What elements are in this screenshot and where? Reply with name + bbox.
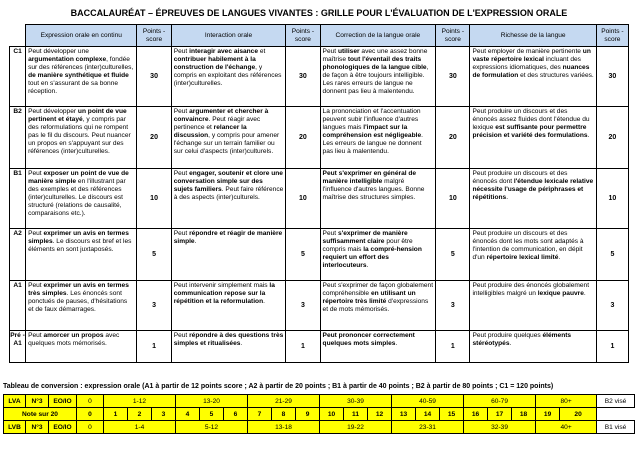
conversion-title: Tableau de conversion : expression orale (A1 à partir de 12 points score ; A2 à partir de 20 points ; B1 à partir de 40 points ; B2 à partir de 80 points ; C1 = 120 points) <box>3 383 554 390</box>
note-value: 9 <box>296 408 320 421</box>
descriptor-continu: Peut exprimer un avis en termes simples. Le discours est bref et les éléments en sont juxtaposés. <box>26 229 137 281</box>
descriptor-richesse: Peut produire quelques éléments stéréotypés. <box>470 331 596 363</box>
points-richesse: 10 <box>596 169 628 229</box>
descriptor-continu: Peut développer une argumentation complexe, fondée sur des références (inter)culturelles, de manière synthétique et fluide tout en s'assurant de sa bonne réception. <box>26 47 137 107</box>
descriptor-continu: Peut exposer un point de vue de manière simple en l'illustrant par des exemples et des références (inter)culturelles. Le discours est structuré (relations de causalité, comparaisons etc.). <box>26 169 137 229</box>
lva-row-range: 13-20 <box>176 395 248 408</box>
grid-row-b1 <box>10 169 629 229</box>
note-value: 6 <box>224 408 248 421</box>
grid-row-a2 <box>10 229 629 281</box>
points-richesse: 20 <box>596 107 628 169</box>
header-continu: Expression orale en continu <box>26 25 137 47</box>
descriptor-continu: Peut développer un point de vue pertinent et étayé, y compris par des reformulations qui ne rompent pas le fil du discours. Peut nuancer un propos en s'appuyant sur des références (inter)culturelles. <box>26 107 137 169</box>
lvb-row-range: 13-18 <box>248 421 320 434</box>
points-correction: 10 <box>436 169 470 229</box>
grid-row-pré-a1 <box>10 331 629 363</box>
descriptor-richesse: Peut produire un discours et des énoncés dont l'étendue lexicale relative nécessite l'usage de périphrases et répétitions. <box>470 169 596 229</box>
lva-row-range: 0 <box>77 395 104 408</box>
note-value: 10 <box>320 408 344 421</box>
lva-row-target: B2 visé <box>597 395 635 408</box>
note-value: 14 <box>416 408 440 421</box>
corner-cell <box>10 25 26 47</box>
points-richesse: 5 <box>596 229 628 281</box>
lva-row-range: 21-29 <box>248 395 320 408</box>
lvb-row <box>4 421 635 434</box>
points-continu: 30 <box>137 47 171 107</box>
descriptor-richesse: Peut produire des énoncés globalement intelligibles malgré un lexique pauvre. <box>470 281 596 331</box>
header-points-1: Points -score <box>137 25 171 47</box>
points-continu: 3 <box>137 281 171 331</box>
lvb-row-range: 40+ <box>536 421 597 434</box>
descriptor-continu: Peut exprimer un avis en termes très simples. Les énoncés sont ponctués de pauses, d'hésitations et de faux démarrages. <box>26 281 137 331</box>
level-label: A1 <box>10 281 26 331</box>
level-label: A2 <box>10 229 26 281</box>
lvb-row-range: 32-39 <box>464 421 536 434</box>
descriptor-interaction: Peut répondre à des questions très simples et ritualisées. <box>171 331 286 363</box>
points-correction: 20 <box>436 107 470 169</box>
descriptor-richesse: Peut employer de manière pertinente un vaste répertoire lexical incluant des expressions idiomatiques, des nuances de formulation et des structures variées. <box>470 47 596 107</box>
page-title: BACCALAURÉAT – ÉPREUVES DE LANGUES VIVANTES : GRILLE POUR L'ÉVALUATION DE L'EXPRESSION ORALE <box>70 8 568 18</box>
header-points-2: Points -score <box>286 25 320 47</box>
descriptor-correction: Peut s'exprimer de façon globalement compréhensible en utilisant un répertoire très limité d'expressions et de mots mémorisés. <box>320 281 436 331</box>
conversion-table <box>3 394 635 434</box>
lva-row-range: 60-79 <box>464 395 536 408</box>
lvb-row-type: EO/IO <box>49 421 77 434</box>
note-value: 7 <box>248 408 272 421</box>
lvb-row-range: 0 <box>77 421 104 434</box>
header-points-3: Points -score <box>436 25 470 47</box>
lva-row-range: 30-39 <box>320 395 392 408</box>
lva-row-type: EO/IO <box>49 395 77 408</box>
note-value: 5 <box>200 408 224 421</box>
note-value: 20 <box>560 408 597 421</box>
grid-row-a1 <box>10 281 629 331</box>
descriptor-correction: Peut s'exprimer en général de manière intelligible malgré l'influence d'autres langues. Bonne maîtrise des structures simples. <box>320 169 436 229</box>
note-value: 17 <box>488 408 512 421</box>
descriptor-correction: Peut utiliser avec une assez bonne maîtrise tout l'éventail des traits phonologiques de la langue cible, de façon à être toujours intelligible. Les rares erreurs de langue ne donnent pas lieu à malentendu. <box>320 47 436 107</box>
lvb-row-target: B1 visé <box>597 421 635 434</box>
descriptor-correction: Peut s'exprimer de manière suffisamment claire pour être compris mais la compré-hension requiert un effort des interlocuteurs. <box>320 229 436 281</box>
note-value: 2 <box>128 408 152 421</box>
points-correction: 30 <box>436 47 470 107</box>
lvb-row-range: 1-4 <box>104 421 176 434</box>
descriptor-richesse: Peut produire un discours et des énoncés assez fluides dont l'étendue du lexique est suffisante pour permettre précision et variété des formulations. <box>470 107 596 169</box>
lvb-row-range: 23-31 <box>392 421 464 434</box>
note-value: 12 <box>368 408 392 421</box>
level-label: Pré -A1 <box>10 331 26 363</box>
points-interaction: 5 <box>286 229 320 281</box>
note-value: 18 <box>512 408 536 421</box>
points-interaction: 3 <box>286 281 320 331</box>
points-richesse: 3 <box>596 281 628 331</box>
descriptor-richesse: Peut produire un discours et des énoncés dont les mots sont adaptés à l'intention de communication, en dépit d'un répertoire lexical limité. <box>470 229 596 281</box>
points-interaction: 30 <box>286 47 320 107</box>
lvb-row-number: N°3 <box>26 421 49 434</box>
descriptor-interaction: Peut argumenter et chercher à convaincre. Peut réagir avec pertinence et relancer la discussion, y compris pour amener l'échange sur un terrain familier ou sur celui d'aspects (inter)culturels. <box>171 107 286 169</box>
grid-row-b2 <box>10 107 629 169</box>
points-correction: 3 <box>436 281 470 331</box>
lvb-row-range: 5-12 <box>176 421 248 434</box>
level-label: C1 <box>10 47 26 107</box>
header-points-4: Points -score <box>596 25 628 47</box>
note-value: 15 <box>440 408 464 421</box>
note-row <box>4 408 635 421</box>
note-value: 13 <box>392 408 416 421</box>
grid-row-c1 <box>10 47 629 107</box>
note-value: 4 <box>176 408 200 421</box>
evaluation-grid <box>9 24 629 363</box>
note-value: 1 <box>104 408 128 421</box>
descriptor-correction: Peut prononcer correctement quelques mots simples. <box>320 331 436 363</box>
lva-row <box>4 395 635 408</box>
points-richesse: 1 <box>596 331 628 363</box>
note-value: 19 <box>536 408 560 421</box>
points-interaction: 1 <box>286 331 320 363</box>
lva-row-range: 80+ <box>536 395 597 408</box>
points-interaction: 10 <box>286 169 320 229</box>
note-value: 16 <box>464 408 488 421</box>
header-correction: Correction de la langue orale <box>320 25 436 47</box>
header-richesse: Richesse de la langue <box>470 25 596 47</box>
descriptor-interaction: Peut interagir avec aisance et contribuer habilement à la construction de l'échange, y compris en exploitant des références (inter)culturelles. <box>171 47 286 107</box>
note-value: 11 <box>344 408 368 421</box>
points-continu: 20 <box>137 107 171 169</box>
points-continu: 1 <box>137 331 171 363</box>
points-continu: 5 <box>137 229 171 281</box>
lva-row-label: LVA <box>4 395 26 408</box>
note-value: 8 <box>272 408 296 421</box>
lva-row-range: 1-12 <box>104 395 176 408</box>
lva-row-number: N°3 <box>26 395 49 408</box>
points-correction: 5 <box>436 229 470 281</box>
lvb-row-range: 19-22 <box>320 421 392 434</box>
descriptor-interaction: Peut répondre et réagir de manière simple. <box>171 229 286 281</box>
descriptor-correction: La prononciation et l'accentuation peuvent subir l'influence d'autres langues mais l'impact sur la compréhension est négligeable. Les erreurs de langue ne donnent pas lieu à malentendu. <box>320 107 436 169</box>
note-value: 3 <box>152 408 176 421</box>
lva-row-range: 40-59 <box>392 395 464 408</box>
note-label: Note sur 20 <box>4 408 77 421</box>
level-label: B1 <box>10 169 26 229</box>
descriptor-interaction: Peut intervenir simplement mais la communication repose sur la répétition et la reformulation. <box>171 281 286 331</box>
points-interaction: 20 <box>286 107 320 169</box>
descriptor-interaction: Peut engager, soutenir et clore une conversation simple sur des sujets familiers. Peut faire référence à des aspects (inter)culturels. <box>171 169 286 229</box>
lvb-row-label: LVB <box>4 421 26 434</box>
points-correction: 1 <box>436 331 470 363</box>
points-continu: 10 <box>137 169 171 229</box>
note-value: 0 <box>77 408 104 421</box>
descriptor-continu: Peut amorcer un propos avec quelques mots mémorisés. <box>26 331 137 363</box>
header-interaction: Interaction orale <box>171 25 286 47</box>
points-richesse: 30 <box>596 47 628 107</box>
level-label: B2 <box>10 107 26 169</box>
